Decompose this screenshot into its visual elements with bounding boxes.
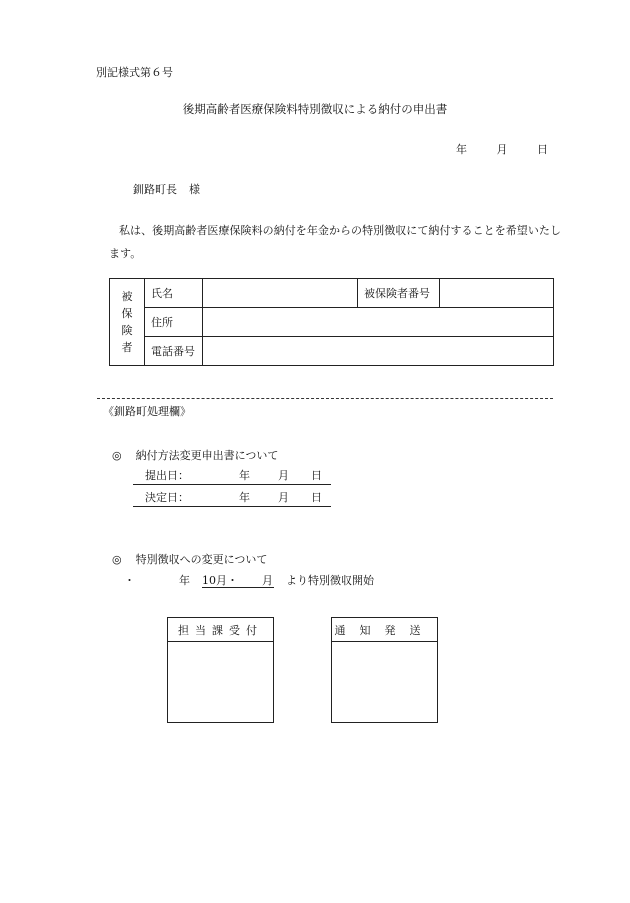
double-circle-icon: ◎ (112, 449, 122, 462)
addressee-honorific: 様 (189, 183, 200, 196)
name-label: 氏名 (145, 279, 203, 308)
section-special-collection-change (112, 551, 267, 567)
form-label: 別記様式第６号 (96, 66, 173, 79)
double-circle-icon: ◎ (112, 553, 122, 566)
bullet: ・ (124, 574, 135, 587)
date-month: 月 (496, 143, 508, 156)
decided-date-row: 決定日： 年 月 日 (133, 489, 331, 507)
insured-number-field[interactable] (440, 279, 554, 308)
name-field[interactable] (203, 279, 358, 308)
collection-start-row: ・ 年 10月・ 月 より特別徴収開始 (124, 574, 374, 587)
stamp-box-notification-label: 通知発送 (332, 618, 437, 642)
office-use-heading: 《釧路町処理欄》 (103, 405, 191, 418)
phone-field[interactable] (203, 337, 554, 366)
stamp-box-notification (331, 617, 438, 723)
addressee (133, 181, 200, 197)
phone-label: 電話番号 (145, 337, 203, 366)
date-year: 年 (456, 143, 467, 156)
document-title: 後期高齢者医療保険料特別徴収による納付の申出書 (182, 102, 448, 116)
insured-header: 被 保 険 者 (110, 279, 145, 366)
submitted-label: 提出日： (145, 469, 189, 482)
stamp-box-reception (167, 617, 274, 723)
date-line (456, 141, 548, 157)
date-day: 日 (537, 143, 548, 156)
insured-person-table (109, 278, 554, 366)
section2-title: 特別徴収への変更について (135, 553, 268, 566)
section-payment-method-change (112, 447, 278, 463)
submitted-date-row: 提出日： 年 月 日 (133, 467, 331, 485)
address-field[interactable] (203, 308, 554, 337)
insured-number-label: 被保険者番号 (358, 279, 440, 308)
start-month-underline: 10月・ 月 (202, 574, 273, 587)
address-label: 住所 (145, 308, 203, 337)
request-statement: 私は、後期高齢者医療保険料の納付を年金からの特別徴収にて納付することを希望いたします。 (109, 224, 561, 260)
addressee-name: 釧路町長 (133, 183, 177, 196)
start-text: より特別徴収開始 (286, 574, 374, 587)
decided-label: 決定日： (145, 491, 189, 504)
section1-title: 納付方法変更申出書について (135, 449, 279, 462)
cut-line-divider (97, 398, 553, 399)
stamp-box-reception-label: 担当課受付 (168, 618, 273, 642)
